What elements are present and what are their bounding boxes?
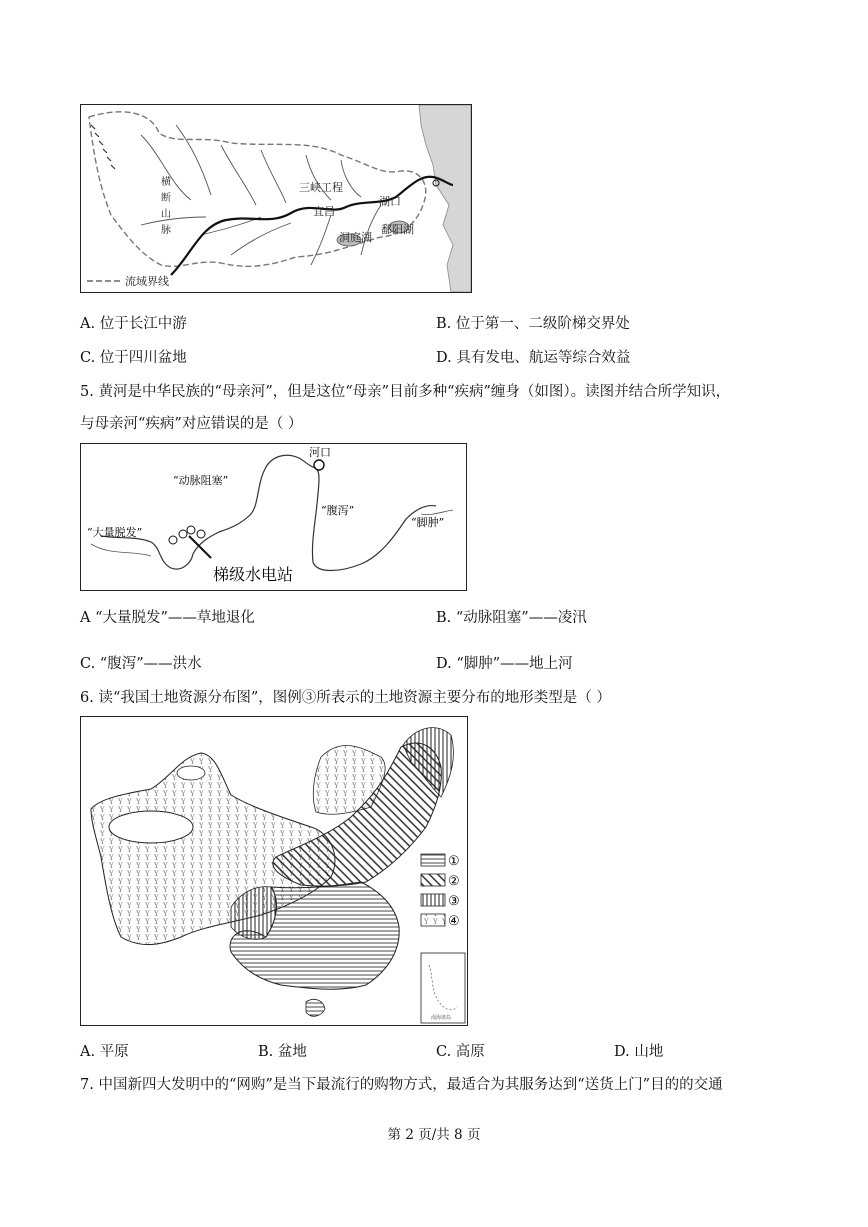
legend-swatch-4 — [421, 914, 445, 926]
china-land-map — [80, 716, 468, 1026]
basin-boundary — [89, 112, 426, 267]
legend-3: ③ — [448, 894, 460, 909]
south-china-sea-inset — [421, 953, 465, 1023]
label-yichang: 宜昌 — [313, 205, 335, 218]
q5-option-a[interactable]: A “大量脱发”——草地退化 — [80, 610, 255, 626]
page-footer: 第 2 页/共 8 页 — [387, 1127, 481, 1143]
yangtze-basin-map — [80, 104, 472, 293]
label-tuofa: “大量脱发” — [87, 526, 143, 539]
sea-area — [419, 105, 471, 292]
legend-swatch-1 — [421, 854, 445, 866]
yellow-river-map — [80, 443, 467, 591]
inset-label: 南海诸岛 — [431, 1015, 452, 1021]
label-hukou: 湖口 — [379, 195, 401, 208]
label-dongmai: “动脉阻塞” — [173, 474, 229, 487]
legend-2: ② — [448, 874, 460, 889]
label-side-d: 脉 — [161, 225, 171, 236]
label-jiaozhong: “脚肿” — [411, 516, 445, 529]
label-dongting: 洞庭湖 — [339, 231, 372, 244]
legend-4: ④ — [448, 914, 460, 929]
q4-option-d[interactable]: D. 具有发电、航运等综合效益 — [436, 350, 631, 366]
q5-option-b[interactable]: B. “动脉阻塞”——凌汛 — [436, 610, 587, 626]
q4-option-b[interactable]: B. 位于第一、二级阶梯交界处 — [436, 316, 630, 332]
china-land-svg — [81, 717, 467, 1025]
label-side-c: 山 — [161, 209, 171, 220]
yangtze-map-svg — [81, 105, 471, 292]
label-station: 梯级水电站 — [213, 565, 294, 584]
label-sanxia: 三峡工程 — [299, 181, 343, 194]
label-hekou: 河口 — [309, 446, 331, 459]
map-legend — [421, 854, 460, 929]
junggar-basin — [177, 766, 205, 780]
hekou-marker — [314, 460, 324, 470]
mountain-hatch — [91, 125, 115, 169]
tributary-west — [91, 544, 151, 556]
yellow-river-svg — [81, 444, 466, 590]
yellow-river-line — [101, 455, 436, 570]
label-side-b: 断 — [161, 193, 171, 204]
hainan-island — [306, 999, 325, 1016]
tarim-basin — [109, 811, 193, 843]
q6-option-a[interactable]: A. 平原 — [80, 1044, 129, 1060]
q6-option-b[interactable]: B. 盆地 — [258, 1044, 307, 1060]
label-fuxie: “腹泻” — [321, 504, 355, 517]
q6-option-c[interactable]: C. 高原 — [436, 1044, 485, 1060]
legend-swatch-3 — [421, 894, 445, 906]
q5-option-d[interactable]: D. “脚肿”——地上河 — [436, 656, 573, 672]
dam-stars — [169, 526, 205, 544]
legend-swatch-2 — [421, 874, 445, 886]
q5-stem-line1: 5. 黄河是中华民族的“母亲河”，但是这位“母亲”目前多种“疾病”缠身（如图）。读图并结合所学知识， — [80, 384, 731, 400]
tributary-east — [421, 510, 453, 515]
q5-option-c[interactable]: C. “腹泻”——洪水 — [80, 656, 202, 672]
label-poyang: 鄱阳湖 — [381, 223, 414, 236]
legend-1: ① — [448, 854, 460, 869]
legend-label: 流域界线 — [125, 275, 169, 288]
label-side-a: 横 — [161, 177, 171, 188]
q7-stem: 7. 中国新四大发明中的“网购”是当下最流行的购物方式，最适合为其服务达到“送货上门”目的的交通 — [80, 1077, 723, 1093]
q6-option-d[interactable]: D. 山地 — [614, 1044, 664, 1060]
q6-stem: 6. 读“我国土地资源分布图”，图例③所表示的土地资源主要分布的地形类型是（ ） — [80, 690, 611, 706]
q4-option-a[interactable]: A. 位于长江中游 — [80, 316, 187, 332]
q4-option-c[interactable]: C. 位于四川盆地 — [80, 350, 187, 366]
q5-stem-line2: 与母亲河“疾病”对应错误的是（ ） — [80, 416, 303, 432]
